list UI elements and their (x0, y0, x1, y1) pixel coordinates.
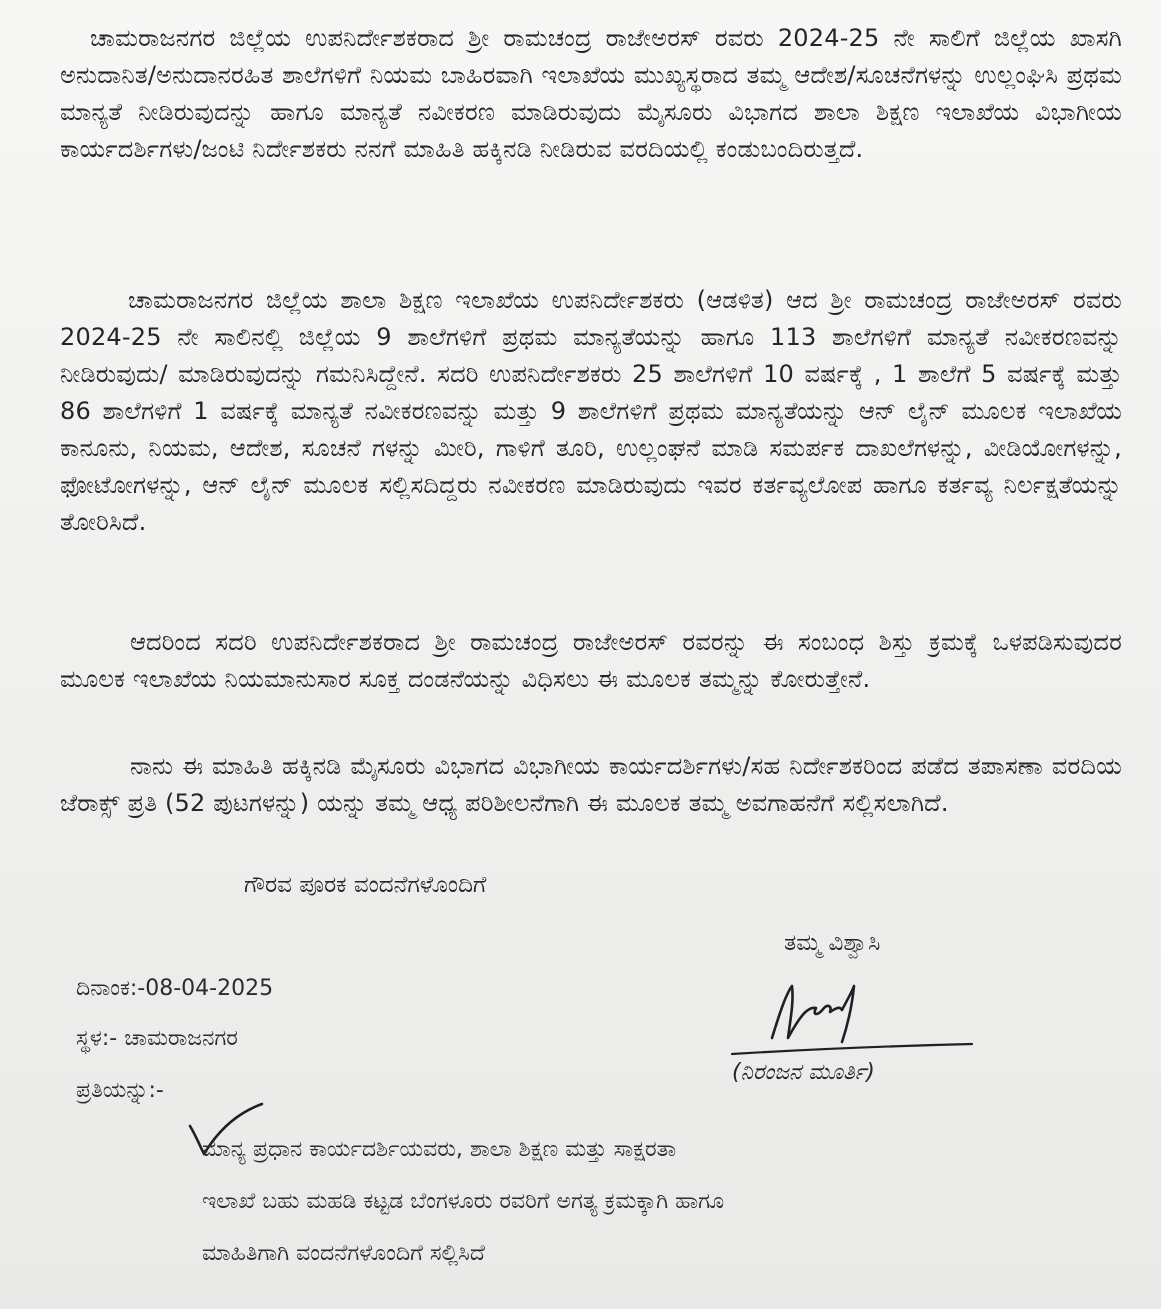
recipient-line-3: ಮಾಹಿತಿಗಾಗಿ ವಂದನೆಗಳೊಂದಿಗೆ ಸಲ್ಲಿಸಿದೆ (202, 1241, 485, 1266)
paragraph-3: ಆದರಿಂದ ಸದರಿ ಉಪನಿರ್ದೇಶಕರಾದ ಶ್ರೀ ರಾಮಚಂದ್ರ ರಾಜೇಅರಸ್ ರವರನ್ನು ಈ ಸಂಬಂಧ ಶಿಸ್ತು ಕ್ರಮಕ್ಕೆ ಒಳಪಡಿಸುವುದರ ಮೂಲಕ ಇಲಾಖೆಯ ನಿಯಮಾನುಸಾರ ಸೂಕ್ತ ದಂಡನೆಯನ್ನು ವಿಧಿಸಲು ಈ ಮೂಲಕ ತಮ್ಮನ್ನು ಕೋರುತ್ತೇನೆ. (60, 628, 1122, 693)
paragraph-2: ಚಾಮರಾಜನಗರ ಜಿಲ್ಲೆಯ ಶಾಲಾ ಶಿಕ್ಷಣ ಇಲಾಖೆಯ ಉಪನಿರ್ದೇಶಕರು (ಆಡಳಿತ) ಆದ ಶ್ರೀ ರಾಮಚಂದ್ರ ರಾಜೇಅರಸ್ ರವರು 2024-25 ನೇ ಸಾಲಿನಲ್ಲಿ ಜಿಲ್ಲೆಯ 9 ಶಾಲೆಗಳಿಗೆ ಪ್ರಥಮ ಮಾನ್ಯತೆಯನ್ನು ಹಾಗೂ 113 ಶಾಲೆಗಳಿಗೆ ಮಾನ್ಯತೆ ನವೀಕರಣವನ್ನು ನೀಡಿರುವುದು/ ಮಾಡಿರುವುದನ್ನು ಗಮನಿಸಿದ್ದೇನೆ. ಸದರಿ ಉಪನಿರ್ದೇಶಕರು 25 ಶಾಲೆಗಳಿಗೆ 10 ವರ್ಷಕ್ಕೆ , 1 ಶಾಲೆಗೆ 5 ವರ್ಷಕ್ಕೆ ಮತ್ತು 86 ಶಾಲೆಗಳಿಗೆ 1 ವರ್ಷಕ್ಕೆ ಮಾನ್ಯತೆ ನವೀಕರಣವನ್ನು ಮತ್ತು 9 ಶಾಲೆಗಳಿಗೆ ಪ್ರಥಮ ಮಾನ್ಯತೆಯನ್ನು ಆನ್ ಲೈನ್ ಮೂಲಕ ಇಲಾಖೆಯ ಕಾನೂನು, ನಿಯಮ, ಆದೇಶ, ಸೂಚನೆ ಗಳನ್ನು ಮೀರಿ, ಗಾಳಿಗೆ ತೂರಿ, ಉಲ್ಲಂಘನೆ ಮಾಡಿ ಸಮರ್ಪಕ ದಾಖಲೆಗಳನ್ನು, ವೀಡಿಯೋಗಳನ್ನು, ಫೋಟೋಗಳನ್ನು, ಆನ್ ಲೈನ್ ಮೂಲಕ ಸಲ್ಲಿಸದಿದ್ದರು ನವೀಕರಣ ಮಾಡಿರುವುದು ಇವರ ಕರ್ತವ್ಯಲೋಪ ಹಾಗೂ ಕರ್ತವ್ಯ ನಿರ್ಲಕ್ಷತೆಯನ್ನು ತೋರಿಸಿದೆ. (60, 286, 1122, 536)
paragraph-1: ಚಾಮರಾಜನಗರ ಜಿಲ್ಲೆಯ ಉಪನಿರ್ದೇಶಕರಾದ ಶ್ರೀ ರಾಮಚಂದ್ರ ರಾಜೇಅರಸ್ ರವರು 2024-25 ನೇ ಸಾಲಿಗೆ ಜಿಲ್ಲೆಯ ಖಾಸಗಿ ಅನುದಾನಿತ/ಅನುದಾನರಹಿತ ಶಾಲೆಗಳಿಗೆ ನಿಯಮ ಬಾಹಿರವಾಗಿ ಇಲಾಖೆಯ ಮುಖ್ಯಸ್ಥರಾದ ತಮ್ಮ ಆದೇಶ/ಸೂಚನೆಗಳನ್ನು ಉಲ್ಲಂಘಿಸಿ ಪ್ರಥಮ ಮಾನ್ಯತೆ ನೀಡಿರುವುದನ್ನು ಹಾಗೂ ಮಾನ್ಯತೆ ನವೀಕರಣ ಮಾಡಿರುವುದು ಮೈಸೂರು ವಿಭಾಗದ ಶಾಲಾ ಶಿಕ್ಷಣ ಇಲಾಖೆಯ ವಿಭಾಗೀಯ ಕಾರ್ಯದರ್ಶಿಗಳು/ಜಂಟಿ ನಿರ್ದೇಶಕರು ನನಗೆ ಮಾಹಿತಿ ಹಕ್ಕಿನಡಿ ನೀಡಿರುವ ವರದಿಯಲ್ಲಿ ಕಂಡುಬಂದಿರುತ್ತದೆ. (60, 24, 1122, 163)
recipient-block (202, 1124, 1022, 1280)
handwritten-signature (728, 972, 978, 1062)
closing-salutation: ಗೌರವ ಪೂರಕ ವಂದನೆಗಳೊಂದಿಗೆ (244, 872, 487, 898)
signer-name: (ನಿರಂಜನ ಮೂರ್ತಿ) (732, 1060, 875, 1085)
recipient-line-1: ಮಾನ್ಯ ಪ್ರಧಾನ ಕಾರ್ಯದರ್ಶಿಯವರು, ಶಾಲಾ ಶಿಕ್ಷಣ ಮತ್ತು ಸಾಕ್ಷರತಾ (202, 1137, 677, 1162)
letter-date: ದಿನಾಂಕ:-08-04-2025 (76, 976, 274, 1001)
copy-to-label: ಪ್ರತಿಯನ್ನು:- (76, 1078, 164, 1103)
recipient-line-2: ಇಲಾಖೆ ಬಹು ಮಹಡಿ ಕಟ್ಟಡ ಬೆಂಗಳೂರು ರವರಿಗೆ ಅಗತ್ಯ ಕ್ರಮಕ್ಕಾಗಿ ಹಾಗೂ (202, 1189, 725, 1214)
letter-place: ಸ್ಥಳ:- ಚಾಮರಾಜನಗರ (76, 1026, 238, 1051)
yours-faithfully: ತಮ್ಮ ವಿಶ್ವಾಸಿ (784, 930, 881, 956)
paragraph-4: ನಾನು ಈ ಮಾಹಿತಿ ಹಕ್ಕಿನಡಿ ಮೈಸೂರು ವಿಭಾಗದ ವಿಭಾಗೀಯ ಕಾರ್ಯದರ್ಶಿಗಳು/ಸಹ ನಿರ್ದೇಶಕರಿಂದ ಪಡೆದ ತಪಾಸಣಾ ವರದಿಯ ಜೆರಾಕ್ಸ್ ಪ್ರತಿ (52 ಪುಟಗಳನ್ನು) ಯನ್ನು ತಮ್ಮ ಆಧ್ಯ ಪರಿಶೀಲನೆಗಾಗಿ ಈ ಮೂಲಕ ತಮ್ಮ ಅವಗಾಹನೆಗೆ ಸಲ್ಲಿಸಲಾಗಿದೆ. (60, 752, 1122, 817)
